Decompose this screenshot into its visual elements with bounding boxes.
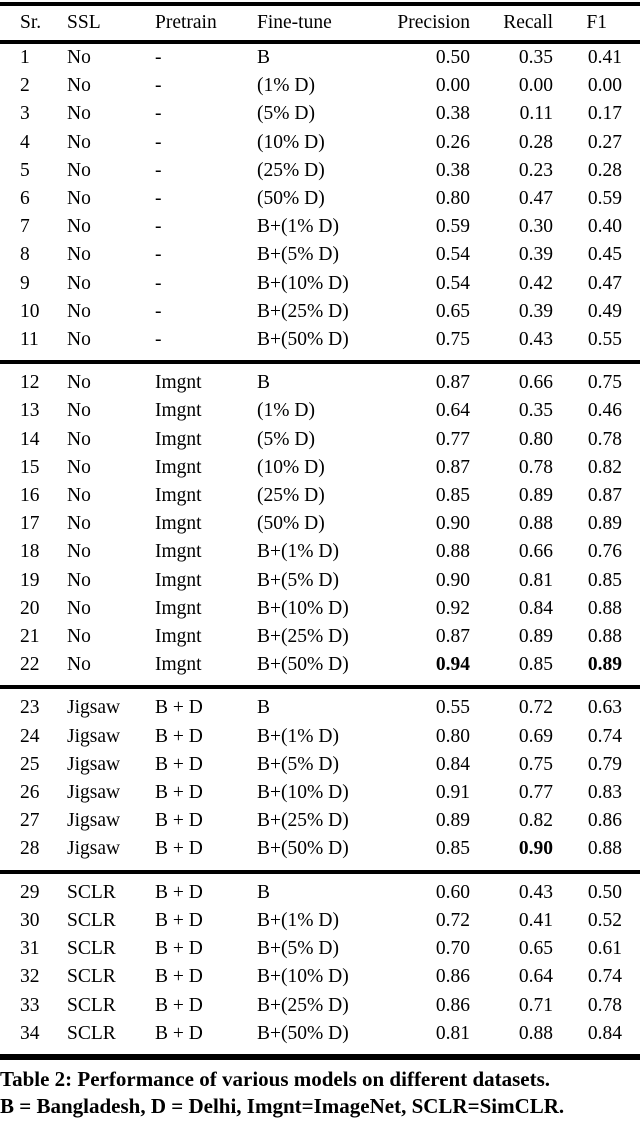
cell-sr: 6 (20, 188, 30, 210)
cell-precision: 0.90 (435, 513, 470, 535)
table-row (0, 482, 640, 510)
table-row (0, 326, 640, 354)
table-row (0, 723, 640, 751)
cell-f1: 0.78 (587, 428, 622, 450)
cell-recall: 0.90 (518, 838, 553, 860)
cell-ssl: SCLR (67, 881, 116, 903)
table-section-jigsaw (0, 694, 640, 863)
cell-precision: 0.60 (435, 881, 470, 903)
cell-pretrain: B + D (155, 994, 203, 1016)
cell-sr: 27 (20, 810, 40, 832)
cell-pretrain: B + D (155, 810, 203, 832)
cell-precision: 0.54 (435, 244, 470, 266)
table-row (0, 779, 640, 807)
cell-sr: 25 (20, 753, 40, 775)
cell-finetune: B+(1% D) (257, 216, 339, 238)
cell-recall: 0.65 (518, 938, 553, 960)
cell-ssl: No (67, 216, 91, 238)
column-header-sr: Sr. (20, 12, 42, 33)
table-row (0, 835, 640, 863)
cell-finetune: (25% D) (257, 159, 325, 181)
cell-finetune: B+(10% D) (257, 272, 349, 294)
cell-precision: 0.88 (435, 541, 470, 563)
cell-finetune: B+(25% D) (257, 300, 349, 322)
cell-precision: 0.55 (435, 697, 470, 719)
cell-pretrain: - (155, 244, 162, 266)
cell-precision: 0.94 (435, 654, 470, 676)
cell-pretrain: B + D (155, 966, 203, 988)
cell-ssl: Jigsaw (67, 725, 121, 747)
cell-precision: 0.87 (435, 626, 470, 648)
cell-f1: 0.63 (587, 697, 622, 719)
cell-finetune: B+(50% D) (257, 329, 349, 351)
cell-finetune: (1% D) (257, 400, 315, 422)
cell-pretrain: B + D (155, 782, 203, 804)
cell-pretrain: Imgnt (155, 654, 202, 676)
cell-pretrain: B + D (155, 1022, 203, 1044)
table-row (0, 454, 640, 482)
cell-finetune: (5% D) (257, 103, 315, 125)
cell-pretrain: - (155, 103, 162, 125)
cell-finetune: B+(5% D) (257, 244, 339, 266)
cell-ssl: Jigsaw (67, 838, 121, 860)
cell-recall: 0.66 (518, 372, 553, 394)
cell-precision: 0.72 (435, 909, 470, 931)
cell-ssl: SCLR (67, 966, 116, 988)
cell-ssl: No (67, 456, 91, 478)
cell-ssl: No (67, 131, 91, 153)
cell-sr: 12 (20, 372, 40, 394)
cell-pretrain: - (155, 329, 162, 351)
cell-precision: 0.81 (435, 1022, 470, 1044)
cell-f1: 0.55 (587, 329, 622, 351)
cell-sr: 23 (20, 697, 40, 719)
cell-precision: 0.86 (435, 966, 470, 988)
cell-finetune: B+(5% D) (257, 753, 339, 775)
cell-recall: 0.23 (518, 159, 553, 181)
cell-sr: 14 (20, 428, 40, 450)
cell-recall: 0.39 (518, 244, 553, 266)
table-section-imagenet (0, 369, 640, 679)
cell-precision: 0.70 (435, 938, 470, 960)
cell-recall: 0.88 (518, 513, 553, 535)
cell-pretrain: - (155, 159, 162, 181)
header-row (0, 6, 640, 40)
cell-sr: 29 (20, 881, 40, 903)
cell-precision: 0.87 (435, 372, 470, 394)
cell-recall: 0.11 (519, 103, 553, 125)
cell-precision: 0.54 (435, 272, 470, 294)
cell-sr: 30 (20, 909, 40, 931)
cell-sr: 24 (20, 725, 40, 747)
cell-recall: 0.77 (518, 782, 553, 804)
cell-recall: 0.81 (518, 569, 553, 591)
column-header-precision: Precision (397, 12, 470, 33)
column-header-ssl: SSL (67, 12, 101, 33)
cell-ssl: No (67, 244, 91, 266)
cell-recall: 0.00 (518, 75, 553, 97)
cell-sr: 15 (20, 456, 40, 478)
cell-f1: 0.74 (587, 725, 622, 747)
cell-recall: 0.75 (518, 753, 553, 775)
cell-ssl: No (67, 329, 91, 351)
cell-pretrain: - (155, 75, 162, 97)
cell-precision: 0.38 (435, 103, 470, 125)
cell-f1: 0.47 (587, 272, 622, 294)
table-row (0, 298, 640, 326)
cell-pretrain: B + D (155, 881, 203, 903)
table-row (0, 426, 640, 454)
cell-recall: 0.72 (518, 697, 553, 719)
cell-precision: 0.80 (435, 725, 470, 747)
cell-precision: 0.84 (435, 753, 470, 775)
cell-recall: 0.71 (518, 994, 553, 1016)
cell-precision: 0.00 (435, 75, 470, 97)
cell-sr: 22 (20, 654, 40, 676)
cell-f1: 0.79 (587, 753, 622, 775)
table-row (0, 241, 640, 269)
cell-recall: 0.43 (518, 329, 553, 351)
cell-ssl: No (67, 654, 91, 676)
cell-sr: 2 (20, 75, 30, 97)
cell-recall: 0.89 (518, 626, 553, 648)
cell-f1: 0.87 (587, 485, 622, 507)
table-bottom-rule (0, 1054, 640, 1060)
cell-finetune: B (257, 47, 271, 68)
cell-f1: 0.88 (587, 838, 622, 860)
cell-f1: 0.78 (587, 994, 622, 1016)
cell-precision: 0.77 (435, 428, 470, 450)
cell-finetune: B+(50% D) (257, 1022, 349, 1044)
cell-ssl: SCLR (67, 909, 116, 931)
cell-ssl: No (67, 103, 91, 125)
cell-ssl: Jigsaw (67, 753, 121, 775)
table-row (0, 397, 640, 425)
cell-precision: 0.38 (435, 159, 470, 181)
cell-ssl: No (67, 75, 91, 97)
cell-pretrain: Imgnt (155, 569, 202, 591)
cell-f1: 0.75 (587, 372, 622, 394)
cell-f1: 0.88 (587, 597, 622, 619)
section-separator-rule (0, 685, 640, 689)
cell-sr: 4 (20, 131, 30, 153)
cell-sr: 34 (20, 1022, 40, 1044)
cell-finetune: B+(25% D) (257, 626, 349, 648)
cell-finetune: B (257, 697, 271, 719)
cell-sr: 1 (20, 47, 30, 68)
cell-f1: 0.40 (587, 216, 622, 238)
cell-finetune: (1% D) (257, 75, 315, 97)
column-header-recall: Recall (503, 12, 553, 33)
table-row (0, 44, 640, 72)
caption-line-2: B = Bangladesh, D = Delhi, Imgnt=ImageNet, SCLR=SimCLR. (0, 1093, 565, 1118)
cell-recall: 0.30 (518, 216, 553, 238)
cell-pretrain: Imgnt (155, 513, 202, 535)
cell-pretrain: - (155, 216, 162, 238)
cell-pretrain: B + D (155, 725, 203, 747)
table-row (0, 879, 640, 907)
cell-sr: 33 (20, 994, 40, 1016)
cell-sr: 7 (20, 216, 30, 238)
cell-ssl: No (67, 300, 91, 322)
cell-sr: 21 (20, 626, 40, 648)
cell-ssl: No (67, 485, 91, 507)
cell-pretrain: Imgnt (155, 541, 202, 563)
cell-finetune: B+(1% D) (257, 725, 339, 747)
cell-ssl: No (67, 272, 91, 294)
cell-sr: 11 (20, 329, 39, 351)
cell-finetune: B+(1% D) (257, 909, 339, 931)
table-row (0, 567, 640, 595)
cell-recall: 0.69 (518, 725, 553, 747)
cell-recall: 0.66 (518, 541, 553, 563)
cell-f1: 0.61 (587, 938, 622, 960)
cell-precision: 0.59 (435, 216, 470, 238)
cell-pretrain: Imgnt (155, 400, 202, 422)
cell-ssl: No (67, 597, 91, 619)
table-row (0, 213, 640, 241)
cell-pretrain: Imgnt (155, 372, 202, 394)
cell-f1: 0.28 (587, 159, 622, 181)
table-row (0, 992, 640, 1020)
table-row (0, 623, 640, 651)
cell-ssl: Jigsaw (67, 782, 121, 804)
cell-pretrain: - (155, 272, 162, 294)
cell-f1: 0.52 (587, 909, 622, 931)
cell-f1: 0.50 (587, 881, 622, 903)
cell-precision: 0.86 (435, 994, 470, 1016)
cell-precision: 0.65 (435, 300, 470, 322)
cell-finetune: B+(25% D) (257, 994, 349, 1016)
cell-ssl: SCLR (67, 938, 116, 960)
cell-finetune: (50% D) (257, 188, 325, 210)
cell-sr: 5 (20, 159, 30, 181)
cell-sr: 16 (20, 485, 40, 507)
cell-pretrain: B + D (155, 938, 203, 960)
column-header-finetune: Fine-tune (257, 12, 332, 33)
cell-sr: 28 (20, 838, 40, 860)
cell-f1: 0.83 (587, 782, 622, 804)
cell-recall: 0.39 (518, 300, 553, 322)
cell-f1: 0.49 (587, 300, 622, 322)
cell-finetune: (10% D) (257, 131, 325, 153)
cell-precision: 0.89 (435, 810, 470, 832)
cell-ssl: SCLR (67, 994, 116, 1016)
cell-pretrain: B + D (155, 838, 203, 860)
table-row (0, 651, 640, 679)
table-section-no-pretrain (0, 44, 640, 354)
cell-ssl: No (67, 47, 91, 68)
table-row (0, 807, 640, 835)
cell-recall: 0.28 (518, 131, 553, 153)
cell-pretrain: - (155, 300, 162, 322)
table-row (0, 185, 640, 213)
caption-line-1: Table 2: Performance of various models on different datasets. (0, 1066, 551, 1091)
cell-precision: 0.87 (435, 456, 470, 478)
cell-f1: 0.86 (587, 810, 622, 832)
cell-precision: 0.75 (435, 329, 470, 351)
cell-pretrain: - (155, 131, 162, 153)
cell-pretrain: Imgnt (155, 597, 202, 619)
cell-f1: 0.88 (587, 626, 622, 648)
cell-sr: 20 (20, 597, 40, 619)
cell-precision: 0.80 (435, 188, 470, 210)
cell-recall: 0.84 (518, 597, 553, 619)
cell-recall: 0.80 (518, 428, 553, 450)
cell-f1: 0.41 (587, 47, 622, 68)
cell-finetune: B+(10% D) (257, 597, 349, 619)
column-header-f1: F1 (586, 12, 607, 33)
cell-sr: 13 (20, 400, 40, 422)
cell-ssl: No (67, 428, 91, 450)
cell-sr: 9 (20, 272, 30, 294)
cell-ssl: Jigsaw (67, 810, 121, 832)
section-separator-rule (0, 360, 640, 364)
cell-finetune: (25% D) (257, 485, 325, 507)
cell-pretrain: B + D (155, 697, 203, 719)
cell-ssl: No (67, 188, 91, 210)
cell-pretrain: Imgnt (155, 428, 202, 450)
cell-sr: 31 (20, 938, 40, 960)
cell-finetune: (50% D) (257, 513, 325, 535)
table-row (0, 369, 640, 397)
cell-ssl: No (67, 400, 91, 422)
table-header (0, 6, 640, 40)
cell-finetune: B (257, 881, 271, 903)
cell-finetune: (5% D) (257, 428, 315, 450)
cell-pretrain: - (155, 188, 162, 210)
cell-f1: 0.59 (587, 188, 622, 210)
cell-recall: 0.85 (518, 654, 553, 676)
cell-f1: 0.85 (587, 569, 622, 591)
cell-finetune: B+(10% D) (257, 966, 349, 988)
cell-finetune: B+(5% D) (257, 569, 339, 591)
cell-pretrain: Imgnt (155, 626, 202, 648)
section-separator-rule (0, 870, 640, 874)
cell-ssl: Jigsaw (67, 697, 121, 719)
cell-precision: 0.90 (435, 569, 470, 591)
cell-sr: 19 (20, 569, 40, 591)
cell-f1: 0.89 (587, 654, 622, 676)
cell-sr: 3 (20, 103, 30, 125)
cell-sr: 18 (20, 541, 40, 563)
cell-recall: 0.41 (518, 909, 553, 931)
cell-ssl: SCLR (67, 1022, 116, 1044)
cell-finetune: B+(5% D) (257, 938, 339, 960)
cell-f1: 0.74 (587, 966, 622, 988)
cell-recall: 0.47 (518, 188, 553, 210)
cell-ssl: No (67, 541, 91, 563)
cell-precision: 0.64 (435, 400, 470, 422)
cell-f1: 0.45 (587, 244, 622, 266)
table-row (0, 595, 640, 623)
cell-precision: 0.85 (435, 838, 470, 860)
cell-pretrain: Imgnt (155, 456, 202, 478)
cell-sr: 8 (20, 244, 30, 266)
cell-pretrain: Imgnt (155, 485, 202, 507)
cell-pretrain: - (155, 47, 162, 68)
table-row (0, 72, 640, 100)
table-row (0, 1020, 640, 1048)
cell-recall: 0.64 (518, 966, 553, 988)
column-header-pretrain: Pretrain (155, 12, 217, 33)
cell-recall: 0.35 (518, 400, 553, 422)
cell-sr: 32 (20, 966, 40, 988)
cell-finetune: B+(25% D) (257, 810, 349, 832)
table-row (0, 935, 640, 963)
cell-precision: 0.50 (435, 47, 470, 68)
cell-sr: 26 (20, 782, 40, 804)
table-caption (0, 1066, 640, 1120)
cell-f1: 0.17 (587, 103, 622, 125)
cell-finetune: B+(10% D) (257, 782, 349, 804)
table-row (0, 907, 640, 935)
cell-ssl: No (67, 626, 91, 648)
cell-finetune: B+(50% D) (257, 654, 349, 676)
cell-f1: 0.82 (587, 456, 622, 478)
cell-f1: 0.27 (587, 131, 622, 153)
table-row (0, 157, 640, 185)
table-row (0, 270, 640, 298)
cell-ssl: No (67, 569, 91, 591)
cell-f1: 0.76 (587, 541, 622, 563)
cell-f1: 0.84 (587, 1022, 622, 1044)
table-section-simclr (0, 879, 640, 1048)
cell-f1: 0.89 (587, 513, 622, 535)
table-row (0, 538, 640, 566)
cell-precision: 0.26 (435, 131, 470, 153)
cell-ssl: No (67, 159, 91, 181)
cell-finetune: B (257, 372, 271, 394)
cell-recall: 0.88 (518, 1022, 553, 1044)
cell-pretrain: B + D (155, 753, 203, 775)
cell-ssl: No (67, 372, 91, 394)
cell-precision: 0.91 (435, 782, 470, 804)
cell-finetune: B+(1% D) (257, 541, 339, 563)
cell-precision: 0.92 (435, 597, 470, 619)
cell-precision: 0.85 (435, 485, 470, 507)
cell-sr: 17 (20, 513, 40, 535)
table-row (0, 751, 640, 779)
table-row (0, 129, 640, 157)
cell-sr: 10 (20, 300, 40, 322)
cell-finetune: (10% D) (257, 456, 325, 478)
cell-pretrain: B + D (155, 909, 203, 931)
cell-recall: 0.35 (518, 47, 553, 68)
cell-recall: 0.82 (518, 810, 553, 832)
table-row (0, 963, 640, 991)
cell-recall: 0.42 (518, 272, 553, 294)
table-row (0, 100, 640, 128)
cell-f1: 0.46 (587, 400, 622, 422)
cell-ssl: No (67, 513, 91, 535)
cell-finetune: B+(50% D) (257, 838, 349, 860)
cell-recall: 0.89 (518, 485, 553, 507)
cell-recall: 0.78 (518, 456, 553, 478)
cell-recall: 0.43 (518, 881, 553, 903)
cell-f1: 0.00 (587, 75, 622, 97)
table-row (0, 510, 640, 538)
table-row (0, 694, 640, 722)
